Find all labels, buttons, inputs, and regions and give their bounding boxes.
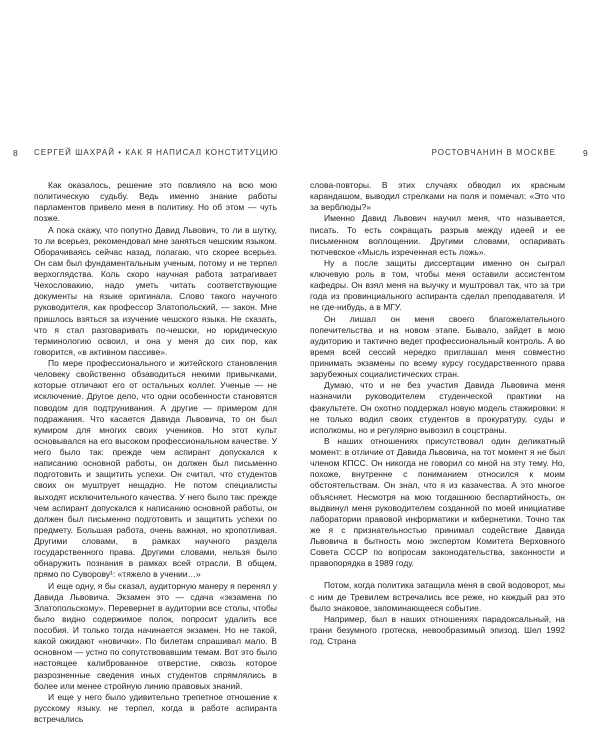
left-page-number: 8	[13, 148, 18, 158]
right-page	[300, 0, 600, 750]
paragraph: И еще у него было удивительно трепетное отношение к русскому языку. не терпел, когда в работе аспиранта встречались	[34, 691, 277, 724]
right-body-text	[310, 180, 565, 647]
left-running-head: СЕРГЕЙ ШАХРАЙ • КАК Я НАПИСАЛ КОНСТИТУЦИЮ	[34, 148, 279, 157]
paragraph: Именно Давид Львович научил меня, что называется, писать. То есть сокращать разрыв между идеей и ее письменном воплощении. Другими словами, оспаривать тютчевское «Мысль изреченная есть ложь».	[310, 213, 565, 257]
paragraph: Думаю, что и не без участия Давида Львовича меня назначили руководителем студенческой практики на факультете. Он охотно поддержал новую модель стажировки: я не только водил своих студентов в прокуратуру, суды и исполкомы, но и регулярно вывозил в соцстраны.	[310, 380, 565, 435]
paragraph: слова-повторы. В этих случаях обводил их красным карандашом, выводил стрелками на поля и помечал: «Это что за верблюды?»	[310, 180, 565, 213]
right-page-number: 9	[583, 148, 588, 158]
paragraph: Потом, когда политика затащила меня в свой водоворот, мы с ним де Тревилем встречались все реже, но каждый раз это было знаковое, запоминающееся событие.	[310, 580, 565, 613]
paragraph: А пока скажу, что попутно Давид Львович, то ли в шутку, то ли всерьез, рекомендовал мне заняться чешским языком. Оборачиваясь сейчас назад, полагаю, что скорее всерьез. Он сам был фундаментальным ученым, потому и не терпел верхоглядства. Коль скоро научная работа затрагивает Чехословакию, надо уметь читать соответствующие документы на языке оригинала. Слово такого научного руководителя, как профессор Златопольский, — закон. Мне пришлось взяться за изучение чешского языка. Не сказать, что я стал разговаривать по-чешски, но юридическую терминологию освоил, и она у меня до сих пор, как говорится, «в активном пассиве».	[34, 224, 277, 357]
paragraph: Как оказалось, решение это повлияло на всю мою политическую судьбу. Ведь именно знание работы парламентов привело меня в политику. Но об этом — чуть позже.	[34, 180, 277, 224]
paragraph: По мере профессионального и житейского становления человеку свойственно обзаводиться некими привычками, которые отличают его от остальных коллег. Ученые — не исключение. Другое дело, что одни особенности становятся поводом для подтрунивания. А другие — примером для подражания. Что касается Давида Львовича, то он был кумиром для многих своих учеников. Но этот культ основывался на его высоком профессиональном качестве. У него было так: прежде чем аспирант допускался к написанию основной работы, он должен был письменно подготовить и защитить успехи. Он считал, что студентов своих он муштрует нещадно. Не потом специалисты выходят исключительного качества. У него было так: прежде чем аспирант допускался к написанию основной работы, он должен был письменно подготовить и защитить успехи по предмету. Большая работа, очень важная, но кропотливая. Другими словами, в рамках научного раздела государственного права. Другими словами, нельзя было обнаружить познания в рамках всей отрасли. В общем, прямо по Суворову¹: «тяжело в учении…»	[34, 358, 277, 580]
paragraph: И еще одну, я бы сказал, аудиторную манеру я перенял у Давида Львовича. Экзамен это — сдача «экзамена по Златопольскому». Перевернет в аудитории все столы, чтобы было видно содержимое полок, попросит удалить все пособия. И только тогда начинается экзамен. Но не такой, какой ожидают «новички». По билетам спрашивал мало. В основном — устно по сопутствовавшим темам. Вот это было настоящее калиброванное отверстие, сквозь которое разрозненные сведения иных студентов спрямлялись в более или менее стройную линию правовых знаний.	[34, 580, 277, 691]
left-body-text	[34, 180, 277, 725]
right-running-head: РОСТОВЧАНИН В МОСКВЕ	[431, 148, 556, 157]
paragraph: Например, был в наших отношениях парадоксальный, на грани безумного гротеска, невообразимый эпизод. Шел 1992 год. Страна	[310, 613, 565, 646]
paragraph: Ну а после защиты диссертации именно он сыграл ключевую роль в том, чтобы меня оставили ассистентом кафедры. Он взял меня на выучку и муштровал так, что за три года из провинциального аспиранта сделал преподавателя. И не где-нибудь, а в МГУ.	[310, 257, 565, 313]
paragraph: В наших отношениях присутствовал один деликатный момент: в отличие от Давида Львовича, на тот момент я не был членом КПСС. Он никогда не говорил со мной на эту тему. Но, похоже, внутренне с пониманием относился к моим обстоятельствам. Он знал, что я из казачества. А это многое объясняет. Несмотря на мою тогдашнюю беспартийность, он выдвинул меня руководителем созданной по моей инициативе лаборатории правовой информатики и кибернетики. Точно так же я с признательностью принимал содействие Давида Львовича в бытность мою экспертом Комитета Верховного Совета СССР по вопросам законодательства, законности и правопорядка в 1989 году.	[310, 435, 565, 569]
paragraph: Он лишал он меня своего благожелательного попечительства и на новом этапе. Бывало, зайдет в мою аудиторию и тактично ведет профессиональный контроль. А во время всей сессий нередко приглашал меня совместно принимать экзамены по всему курсу государственного права зарубежных социалистических стран.	[310, 313, 565, 380]
